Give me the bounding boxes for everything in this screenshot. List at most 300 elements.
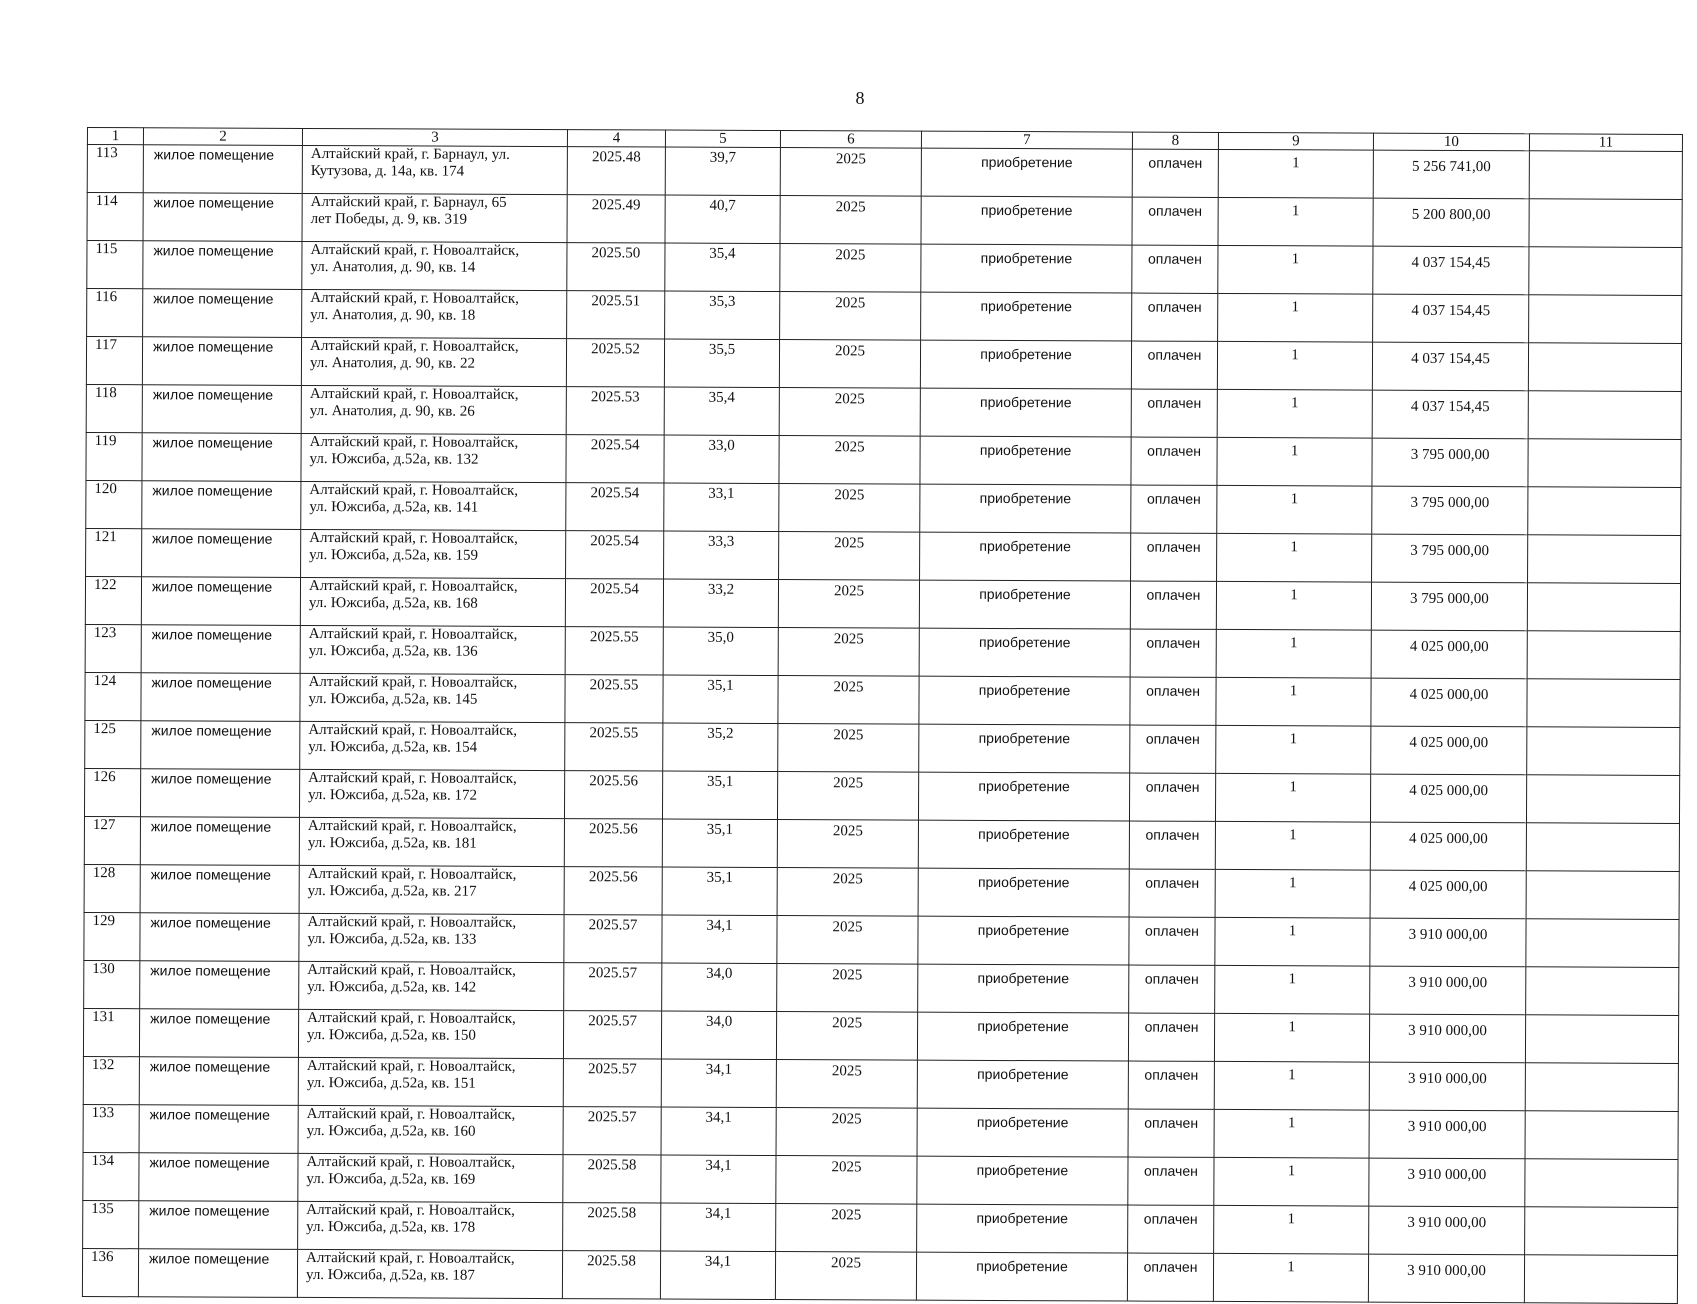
acquisition-method-cell: приобретение [918, 772, 1129, 821]
note-cell [1529, 199, 1682, 248]
row-number-cell: 117 [86, 337, 142, 385]
year-cell: 2025 [779, 340, 920, 389]
row-number-cell: 132 [83, 1056, 139, 1104]
address-line-1: Алтайский край, г. Новоалтайск, [310, 241, 520, 259]
year-cell: 2025 [776, 1156, 917, 1205]
year-cell: 2025 [778, 676, 919, 725]
note-cell [1525, 1207, 1678, 1256]
address-line-2: ул. Южсиба, д.52а, кв. 169 [306, 1170, 476, 1188]
area-cell: 35,5 [664, 339, 779, 388]
note-cell [1526, 919, 1679, 968]
code-cell: 2025.54 [565, 579, 663, 627]
address-cell [297, 1249, 562, 1298]
code-cell: 2025.50 [567, 243, 665, 291]
address-line-1: Алтайский край, г. Новоалтайск, [306, 1153, 516, 1171]
row-number-cell: 133 [83, 1104, 139, 1152]
address-line-2: ул. Южсиба, д.52а, кв. 150 [307, 1026, 476, 1044]
area-cell: 40,7 [665, 195, 780, 244]
acquisition-method-cell: приобретение [921, 148, 1132, 197]
table-row [85, 672, 1680, 727]
column-header-6: 6 [780, 131, 921, 149]
quantity-cell: 1 [1218, 149, 1373, 198]
acquisition-method-cell: приобретение [917, 1204, 1128, 1253]
year-cell: 2025 [777, 820, 918, 869]
object-type-cell: жилое помещение [143, 145, 302, 194]
address-cell [301, 529, 566, 578]
note-cell [1528, 535, 1681, 584]
note-cell [1528, 343, 1681, 392]
price-cell: 3 910 000,00 [1369, 1014, 1525, 1063]
address-line-2: ул. Анатолия, д. 90, кв. 22 [309, 354, 476, 372]
row-number-cell: 135 [83, 1200, 139, 1248]
year-cell: 2025 [777, 916, 918, 965]
row-number-cell: 134 [83, 1152, 139, 1200]
payment-status-cell: оплачен [1130, 629, 1216, 677]
table-row [83, 1152, 1678, 1207]
code-cell: 2025.57 [564, 915, 662, 963]
table-row [83, 1008, 1678, 1063]
year-cell: 2025 [777, 772, 918, 821]
table-row [87, 289, 1682, 344]
address-cell [298, 1105, 563, 1154]
address-cell [301, 385, 566, 434]
address-line-2: ул. Южсиба, д.52а, кв. 132 [309, 450, 479, 468]
payment-status-cell: оплачен [1129, 917, 1215, 965]
note-cell [1527, 727, 1680, 776]
address-cell [299, 817, 564, 866]
year-cell: 2025 [779, 388, 920, 437]
address-line-1: Алтайский край, г. Новоалтайск, [306, 1105, 516, 1123]
address-line-2: ул. Южсиба, д.52а, кв. 154 [308, 738, 478, 756]
acquisition-method-cell: приобретение [918, 820, 1129, 869]
acquisition-method-cell: приобретение [918, 916, 1129, 965]
payment-status-cell: оплачен [1132, 245, 1218, 293]
row-number-cell: 120 [86, 480, 142, 528]
acquisition-method-cell: приобретение [919, 628, 1130, 677]
acquisition-method-cell: приобретение [917, 1156, 1128, 1205]
object-type-cell: жилое помещение [139, 1105, 298, 1154]
table-row [84, 912, 1679, 967]
row-number-cell: 130 [84, 960, 140, 1008]
price-cell: 4 025 000,00 [1371, 678, 1527, 727]
row-number-cell: 113 [87, 145, 143, 193]
quantity-cell: 1 [1215, 869, 1370, 918]
column-header-5: 5 [665, 130, 780, 148]
object-type-cell: жилое помещение [139, 1057, 298, 1106]
area-cell: 34,1 [661, 1059, 776, 1108]
area-cell: 34,0 [662, 963, 777, 1012]
note-cell [1527, 583, 1680, 632]
note-cell [1526, 775, 1679, 824]
table-row [84, 864, 1679, 919]
object-type-cell: жилое помещение [139, 1009, 298, 1058]
payment-status-cell: оплачен [1132, 197, 1218, 245]
row-number-cell: 124 [85, 672, 141, 720]
address-line-1: Алтайский край, г. Новоалтайск, [306, 1057, 516, 1075]
object-type-cell: жилое помещение [143, 241, 302, 290]
year-cell: 2025 [779, 484, 920, 533]
table-row [83, 1104, 1678, 1159]
address-line-2: ул. Южсиба, д.52а, кв. 181 [307, 834, 477, 852]
object-type-cell: жилое помещение [139, 1153, 298, 1202]
code-cell: 2025.49 [567, 195, 665, 243]
address-line-2: ул. Южсиба, д.52а, кв. 142 [307, 978, 477, 996]
area-cell: 35,1 [662, 819, 777, 868]
area-cell: 35,1 [663, 675, 778, 724]
code-cell: 2025.54 [566, 483, 664, 531]
year-cell: 2025 [778, 628, 919, 677]
area-cell: 34,1 [661, 1107, 776, 1156]
code-cell: 2025.55 [565, 723, 663, 771]
code-cell: 2025.54 [566, 531, 664, 579]
table-row [86, 528, 1681, 583]
price-cell: 5 200 800,00 [1373, 198, 1529, 247]
column-header-4: 4 [567, 130, 665, 147]
year-cell: 2025 [778, 580, 919, 629]
price-cell: 3 910 000,00 [1368, 1254, 1524, 1303]
code-cell: 2025.58 [563, 1155, 661, 1203]
price-cell: 3 795 000,00 [1371, 582, 1527, 631]
price-cell: 4 025 000,00 [1370, 774, 1526, 823]
price-cell: 4 037 154,45 [1372, 390, 1528, 439]
address-cell [300, 721, 565, 770]
row-number-cell: 136 [82, 1248, 138, 1296]
address-line-2: лет Победы, д. 9, кв. 319 [310, 210, 468, 228]
table-row [86, 432, 1681, 487]
payment-status-cell: оплачен [1131, 341, 1217, 389]
object-type-cell: жилое помещение [141, 625, 300, 674]
quantity-cell: 1 [1214, 1109, 1369, 1158]
year-cell: 2025 [780, 244, 921, 293]
note-cell [1526, 823, 1679, 872]
code-cell: 2025.55 [565, 627, 663, 675]
table-row [86, 480, 1681, 535]
quantity-cell: 1 [1214, 1205, 1369, 1254]
note-cell [1529, 151, 1682, 200]
code-cell: 2025.58 [562, 1251, 660, 1299]
address-line-1: Алтайский край, г. Новоалтайск, [307, 865, 517, 883]
year-cell: 2025 [777, 868, 918, 917]
object-type-cell: жилое помещение [142, 433, 301, 482]
price-cell: 4 025 000,00 [1371, 726, 1527, 775]
acquisition-method-cell: приобретение [920, 340, 1131, 389]
address-cell [298, 1009, 563, 1058]
address-cell [301, 337, 566, 386]
address-line-1: Алтайский край, г. Барнаул, ул. [310, 145, 510, 163]
area-cell: 34,1 [661, 1155, 776, 1204]
table-row [84, 960, 1679, 1015]
object-type-cell: жилое помещение [142, 529, 301, 578]
acquisition-method-cell: приобретение [919, 676, 1130, 725]
address-cell [302, 241, 567, 290]
address-line-2: Кутузова, д. 14а, кв. 174 [310, 162, 465, 180]
table-container [82, 127, 1683, 1304]
note-cell [1525, 1063, 1678, 1112]
address-line-2: ул. Южсиба, д.52а, кв. 172 [308, 786, 478, 804]
object-type-cell: жилое помещение [141, 577, 300, 626]
year-cell: 2025 [780, 196, 921, 245]
note-cell [1528, 439, 1681, 488]
acquisition-method-cell: приобретение [917, 1012, 1128, 1061]
address-line-1: Алтайский край, г. Барнаул, 65 [310, 193, 507, 211]
payment-status-cell: оплачен [1128, 1061, 1214, 1109]
quantity-cell: 1 [1215, 821, 1370, 870]
quantity-cell: 1 [1218, 293, 1373, 342]
quantity-cell: 1 [1218, 245, 1373, 294]
object-type-cell: жилое помещение [140, 961, 299, 1010]
note-cell [1524, 1255, 1677, 1304]
year-cell: 2025 [777, 964, 918, 1013]
note-cell [1527, 631, 1680, 680]
address-line-2: ул. Южсиба, д.52а, кв. 159 [309, 546, 479, 564]
table-row [85, 576, 1680, 631]
address-line-1: Алтайский край, г. Новоалтайск, [307, 1009, 516, 1027]
area-cell: 34,0 [661, 1011, 776, 1060]
area-cell: 35,0 [663, 627, 778, 676]
area-cell: 34,1 [661, 1203, 776, 1252]
object-type-cell: жилое помещение [142, 337, 301, 386]
note-cell [1525, 1111, 1678, 1160]
year-cell: 2025 [775, 1252, 916, 1301]
address-line-2: ул. Южсиба, д.52а, кв. 187 [305, 1266, 475, 1284]
row-number-cell: 121 [86, 528, 142, 576]
code-cell: 2025.57 [563, 1107, 661, 1155]
area-cell: 35,2 [663, 723, 778, 772]
row-number-cell: 116 [87, 289, 143, 337]
quantity-cell: 1 [1214, 1013, 1369, 1062]
payment-status-cell: оплачен [1127, 1253, 1213, 1301]
acquisition-method-cell: приобретение [916, 1252, 1127, 1301]
table-row [85, 624, 1680, 679]
address-line-1: Алтайский край, г. Новоалтайск, [310, 289, 519, 307]
code-cell: 2025.57 [563, 1059, 661, 1107]
quantity-cell: 1 [1217, 389, 1372, 438]
code-cell: 2025.57 [563, 1011, 661, 1059]
object-type-cell: жилое помещение [142, 481, 301, 530]
quantity-cell: 1 [1216, 629, 1371, 678]
note-cell [1528, 487, 1681, 536]
quantity-cell: 1 [1216, 725, 1371, 774]
year-cell: 2025 [776, 1012, 917, 1061]
note-cell [1527, 679, 1680, 728]
price-cell: 4 025 000,00 [1370, 870, 1526, 919]
address-line-1: Алтайский край, г. Новоалтайск, [306, 1249, 515, 1267]
note-cell [1528, 391, 1681, 440]
table-row [85, 720, 1680, 775]
object-type-cell: жилое помещение [140, 817, 299, 866]
price-cell: 4 037 154,45 [1372, 342, 1528, 391]
object-type-cell: жилое помещение [138, 1249, 297, 1298]
acquisition-method-cell: приобретение [919, 724, 1130, 773]
table-row [87, 241, 1682, 296]
payment-status-cell: оплачен [1129, 965, 1215, 1013]
object-type-cell: жилое помещение [143, 193, 302, 242]
address-line-2: ул. Южсиба, д.52а, кв. 168 [308, 594, 478, 612]
price-cell: 4 025 000,00 [1371, 630, 1527, 679]
payment-status-cell: оплачен [1129, 869, 1215, 917]
address-line-2: ул. Южсиба, д.52а, кв. 151 [306, 1074, 476, 1092]
acquisition-method-cell: приобретение [920, 532, 1131, 581]
address-line-2: ул. Анатолия, д. 90, кв. 14 [310, 258, 476, 276]
address-line-1: Алтайский край, г. Новоалтайск, [307, 817, 517, 835]
quantity-cell: 1 [1217, 485, 1372, 534]
column-header-11: 11 [1529, 134, 1682, 152]
code-cell: 2025.52 [566, 339, 664, 387]
year-cell: 2025 [776, 1060, 917, 1109]
address-line-2: ул. Анатолия, д. 90, кв. 26 [309, 402, 475, 420]
area-cell: 35,3 [665, 291, 780, 340]
address-cell [299, 865, 564, 914]
row-number-cell: 125 [85, 720, 141, 768]
payment-status-cell: оплачен [1128, 1109, 1214, 1157]
payment-status-cell: оплачен [1130, 725, 1216, 773]
address-line-2: ул. Анатолия, д. 90, кв. 18 [310, 306, 476, 324]
area-cell: 33,1 [664, 483, 779, 532]
address-line-2: ул. Южсиба, д.52а, кв. 178 [306, 1218, 476, 1236]
price-cell: 3 910 000,00 [1370, 966, 1526, 1015]
area-cell: 33,0 [664, 435, 779, 484]
note-cell [1529, 295, 1682, 344]
address-line-2: ул. Южсиба, д.52а, кв. 141 [309, 498, 479, 516]
price-cell: 3 795 000,00 [1372, 534, 1528, 583]
column-header-1: 1 [87, 128, 143, 145]
note-cell [1525, 1159, 1678, 1208]
row-number-cell: 131 [83, 1008, 139, 1056]
row-number-cell: 115 [87, 241, 143, 289]
note-cell [1526, 967, 1679, 1016]
acquisition-method-cell: приобретение [917, 1060, 1128, 1109]
quantity-cell: 1 [1217, 533, 1372, 582]
address-cell [299, 913, 564, 962]
table-row [86, 384, 1681, 439]
address-line-2: ул. Южсиба, д.52а, кв. 145 [308, 690, 478, 708]
price-cell: 3 910 000,00 [1369, 1158, 1525, 1207]
table-row [82, 1248, 1677, 1303]
acquisition-method-cell: приобретение [918, 964, 1129, 1013]
address-cell [299, 769, 564, 818]
address-cell [301, 433, 566, 482]
quantity-cell: 1 [1216, 677, 1371, 726]
payment-status-cell: оплачен [1131, 437, 1217, 485]
year-cell: 2025 [779, 436, 920, 485]
row-number-cell: 123 [85, 624, 141, 672]
code-cell: 2025.56 [564, 771, 662, 819]
address-line-2: ул. Южсиба, д.52а, кв. 217 [307, 882, 477, 900]
table-row [84, 816, 1679, 871]
table-body [82, 145, 1682, 1304]
quantity-cell: 1 [1217, 437, 1372, 486]
table-row [86, 337, 1681, 392]
address-line-1: Алтайский край, г. Новоалтайск, [308, 769, 517, 787]
payment-status-cell: оплачен [1128, 1157, 1214, 1205]
payment-status-cell: оплачен [1131, 533, 1217, 581]
payment-status-cell: оплачен [1128, 1205, 1214, 1253]
acquisition-method-cell: приобретение [918, 868, 1129, 917]
area-cell: 33,3 [664, 531, 779, 580]
code-cell: 2025.48 [567, 147, 665, 195]
area-cell: 33,2 [663, 579, 778, 628]
payment-status-cell: оплачен [1129, 773, 1215, 821]
price-cell: 4 037 154,45 [1373, 246, 1529, 295]
acquisition-method-cell: приобретение [920, 436, 1131, 485]
column-header-8: 8 [1132, 132, 1218, 149]
column-header-3: 3 [302, 128, 567, 146]
code-cell: 2025.58 [563, 1203, 661, 1251]
price-cell: 3 910 000,00 [1369, 1110, 1525, 1159]
quantity-cell: 1 [1216, 581, 1371, 630]
object-type-cell: жилое помещение [140, 865, 299, 914]
area-cell: 34,1 [662, 915, 777, 964]
address-line-2: ул. Южсиба, д.52а, кв. 136 [308, 642, 478, 660]
note-cell [1529, 247, 1682, 296]
address-line-2: ул. Южсиба, д.52а, кв. 160 [306, 1122, 476, 1140]
year-cell: 2025 [779, 532, 920, 581]
payment-status-cell: оплачен [1132, 293, 1218, 341]
area-cell: 39,7 [665, 147, 780, 196]
address-line-1: Алтайский край, г. Новоалтайск, [309, 481, 519, 499]
column-header-10: 10 [1373, 133, 1529, 151]
code-cell: 2025.53 [566, 387, 664, 435]
object-type-cell: жилое помещение [141, 673, 300, 722]
object-type-cell: жилое помещение [140, 769, 299, 818]
quantity-cell: 1 [1214, 1061, 1369, 1110]
code-cell: 2025.55 [565, 675, 663, 723]
area-cell: 35,1 [662, 867, 777, 916]
payment-status-cell: оплачен [1130, 581, 1216, 629]
price-cell: 3 910 000,00 [1369, 1062, 1525, 1111]
price-cell: 4 037 154,45 [1373, 294, 1529, 343]
acquisition-method-cell: приобретение [921, 196, 1132, 245]
address-line-1: Алтайский край, г. Новоалтайск, [308, 577, 518, 595]
price-cell: 5 256 741,00 [1373, 150, 1529, 199]
address-cell [300, 577, 565, 626]
acquisition-method-cell: приобретение [921, 292, 1132, 341]
address-cell [298, 1057, 563, 1106]
address-line-1: Алтайский край, г. Новоалтайск, [307, 913, 517, 931]
column-header-2: 2 [143, 128, 302, 146]
area-cell: 35,1 [662, 771, 777, 820]
quantity-cell: 1 [1214, 1157, 1369, 1206]
price-cell: 4 025 000,00 [1370, 822, 1526, 871]
code-cell: 2025.56 [564, 819, 662, 867]
address-line-2: ул. Южсиба, д.52а, кв. 133 [307, 930, 477, 948]
acquisition-method-cell: приобретение [917, 1108, 1128, 1157]
address-line-1: Алтайский край, г. Новоалтайск, [307, 961, 516, 979]
property-table [82, 127, 1683, 1304]
price-cell: 3 910 000,00 [1370, 918, 1526, 967]
row-number-cell: 119 [86, 432, 142, 480]
quantity-cell: 1 [1217, 341, 1372, 390]
row-number-cell: 126 [84, 768, 140, 816]
object-type-cell: жилое помещение [143, 289, 302, 338]
quantity-cell: 1 [1218, 197, 1373, 246]
address-line-1: Алтайский край, г. Новоалтайск, [308, 673, 518, 691]
address-cell [300, 625, 565, 674]
address-cell [298, 1153, 563, 1202]
area-cell: 35,4 [665, 243, 780, 292]
table-row [84, 768, 1679, 823]
address-line-1: Алтайский край, г. Новоалтайск, [306, 1201, 515, 1219]
code-cell: 2025.56 [564, 867, 662, 915]
address-cell [299, 961, 564, 1010]
area-cell: 35,4 [664, 387, 779, 436]
acquisition-method-cell: приобретение [920, 484, 1131, 533]
code-cell: 2025.57 [564, 963, 662, 1011]
payment-status-cell: оплачен [1128, 1013, 1214, 1061]
address-line-1: Алтайский край, г. Новоалтайск, [309, 385, 519, 403]
address-line-1: Алтайский край, г. Новоалтайск, [310, 337, 519, 355]
row-number-cell: 128 [84, 864, 140, 912]
